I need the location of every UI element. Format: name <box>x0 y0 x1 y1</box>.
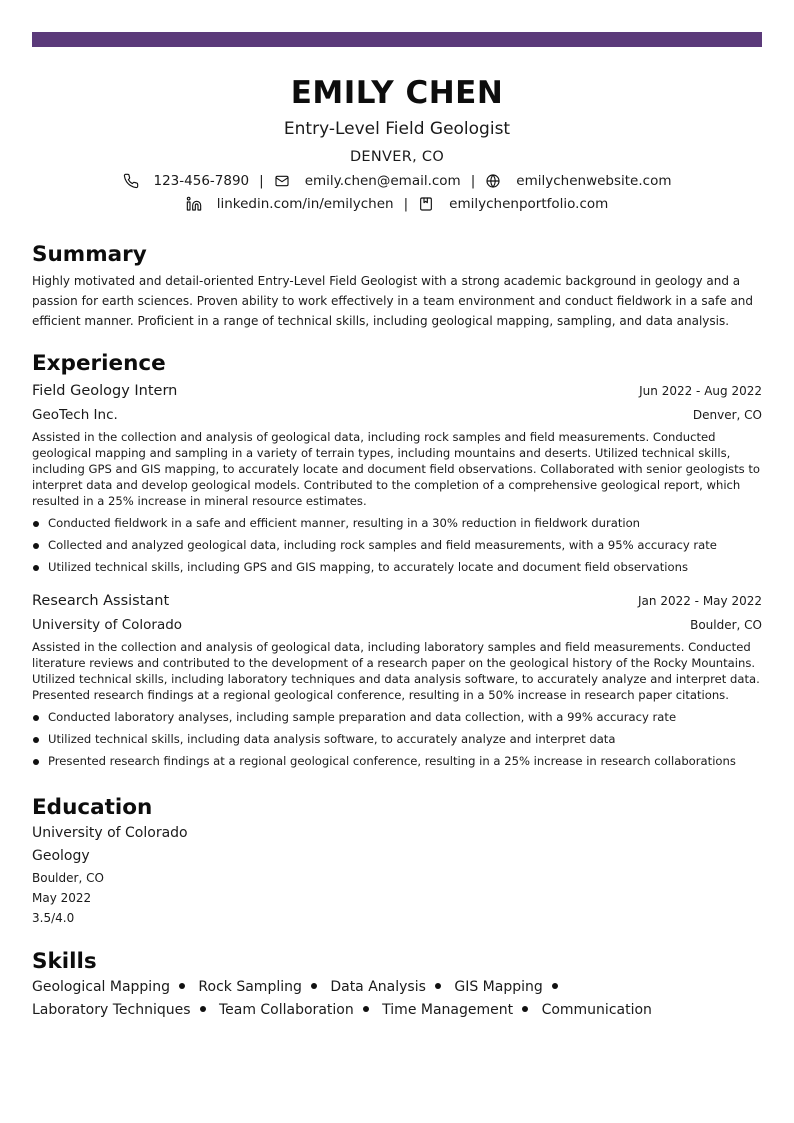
job-entry <box>32 381 762 578</box>
job-company: University of Colorado <box>32 617 183 633</box>
education-location: Boulder, CO <box>32 871 104 885</box>
job-bullet <box>32 556 762 578</box>
job-bullet-text: Conducted fieldwork in a safe and efficient manner, resulting in a 30% reduction in fieldwork duration <box>48 516 641 530</box>
globe-icon <box>485 173 501 189</box>
bullet-dot-icon <box>33 715 39 721</box>
job-bullet <box>32 728 762 750</box>
resume-page <box>32 32 762 1022</box>
job-bullet <box>32 750 762 772</box>
education-gpa: 3.5/4.0 <box>32 911 75 925</box>
skill-separator-icon <box>311 983 317 989</box>
education-heading: Education <box>32 795 153 820</box>
skill-label: GIS Mapping <box>454 979 543 995</box>
skill-label: Team Collaboration <box>218 1002 354 1018</box>
job-description: Assisted in the collection and analysis of geological data, including laboratory samples and field measurements. Conducted literature reviews and contributed to the development of a research paper on the geological history of the Rocky Mountains. Utilized technical skills, including laboratory techniques and data analysis software, to accurately analyze and interpret data. Presented research findings at a regional geological conference, resulting in a 50% increase in research paper citations. <box>32 640 760 702</box>
skill-label: Geological Mapping <box>32 979 170 995</box>
bullet-dot-icon <box>33 737 39 743</box>
bullet-dot-icon <box>33 565 39 571</box>
education-section <box>32 795 762 928</box>
job-bullet-text: Presented research findings at a regional geological conference, resulting in a 25% increase in research collaborations <box>48 754 736 768</box>
job-bullet <box>32 512 762 534</box>
contact-phone-text: 123-456-7890 <box>153 172 250 189</box>
job-location: Denver, CO <box>692 408 762 422</box>
job-title: Field Geology Intern <box>32 383 178 399</box>
mail-icon <box>274 173 290 189</box>
contact-website-text: emilychenwebsite.com <box>516 172 672 189</box>
job-bullet-text: Collected and analyzed geological data, including rock samples and field measurements, with a 95% accuracy rate <box>48 538 717 552</box>
contact-row-secondary <box>32 192 762 215</box>
portfolio-icon <box>418 196 434 212</box>
job-entry <box>32 591 762 772</box>
experience-heading: Experience <box>32 351 166 376</box>
job-dates: Jun 2022 - Aug 2022 <box>639 384 762 398</box>
education-date: May 2022 <box>32 891 92 905</box>
job-description: Assisted in the collection and analysis of geological data, including rock samples and field measurements. Conducted geological mapping and sampling in a variety of terrain types, including mountains and deserts. Utilized technical skills, including GPS and GIS mapping, to accurately locate and document field observations. Collaborated with senior geologists to interpret data and develop geological models. Contributed to the completion of a comprehensive geological report, which resulted in a 25% increase in mineral resource estimates. <box>32 430 761 508</box>
skill-item <box>454 979 566 995</box>
bullet-dot-icon <box>33 543 39 549</box>
contact-email-text: emily.chen@email.com <box>304 172 461 189</box>
skill-item <box>542 1002 652 1018</box>
skill-separator-icon <box>435 983 441 989</box>
contact-linkedin-text: linkedin.com/in/emilychen <box>216 195 394 212</box>
phone-icon <box>123 173 139 189</box>
candidate-title: Entry-Level Field Geologist <box>283 119 511 139</box>
contact-row-primary <box>32 169 762 192</box>
skill-item <box>382 1002 537 1018</box>
skill-item <box>32 1002 215 1018</box>
summary-text: Highly motivated and detail-oriented Entry-Level Field Geologist with a strong academic background in geology and a passion for earth sciences. Proven ability to work effectively in a team environment and conduct fieldwork in a safe and efficient manner. Proficient in a range of technical skills, including geological mapping, sampling, and data analysis. <box>32 274 754 328</box>
skill-separator-icon <box>363 1006 369 1012</box>
job-bullet <box>32 706 762 728</box>
skill-separator-icon <box>552 983 558 989</box>
job-bullet <box>32 534 762 556</box>
job-company: GeoTech Inc. <box>32 407 118 423</box>
contact-portfolio[interactable] <box>418 193 608 215</box>
candidate-location: DENVER, CO <box>349 149 445 165</box>
job-bullets <box>32 706 762 772</box>
contact-portfolio-text: emilychenportfolio.com <box>449 195 609 212</box>
education-school: University of Colorado <box>32 825 188 841</box>
skill-item <box>32 979 194 995</box>
linkedin-icon <box>186 196 202 212</box>
job-location: Boulder, CO <box>690 618 762 632</box>
candidate-name: EMILY CHEN <box>290 75 504 111</box>
contact-separator: | <box>470 172 476 189</box>
skill-label: Time Management <box>382 1002 514 1018</box>
job-bullet-text: Conducted laboratory analyses, including sample preparation and data collection, with a 99% accuracy rate <box>48 710 677 724</box>
job-bullets <box>32 512 762 578</box>
job-title: Research Assistant <box>32 593 170 609</box>
skill-label: Data Analysis <box>330 979 426 995</box>
bullet-dot-icon <box>33 759 39 765</box>
resume-header <box>32 74 762 215</box>
skill-item <box>219 1002 378 1018</box>
skill-item <box>198 979 325 995</box>
skills-section <box>32 949 762 1022</box>
contact-phone[interactable] <box>123 170 250 192</box>
experience-section <box>32 351 762 772</box>
job-bullet-text: Utilized technical skills, including data analysis software, to accurately analyze and interpret data <box>48 732 616 746</box>
skills-heading: Skills <box>32 949 97 974</box>
contact-separator: | <box>259 172 264 189</box>
skill-separator-icon <box>200 1006 206 1012</box>
contact-website[interactable] <box>485 170 671 192</box>
skills-list <box>32 976 712 1022</box>
skill-item <box>330 979 450 995</box>
job-bullet-text: Utilized technical skills, including GPS and GIS mapping, to accurately locate and document field observations <box>48 560 688 574</box>
education-degree: Geology <box>32 848 90 864</box>
skill-separator-icon <box>179 983 185 989</box>
contact-linkedin[interactable] <box>186 193 394 215</box>
skill-label: Rock Sampling <box>198 979 302 995</box>
skill-separator-icon <box>522 1006 528 1012</box>
bullet-dot-icon <box>33 521 39 527</box>
accent-bar <box>32 32 762 47</box>
contact-email[interactable] <box>274 170 461 192</box>
skill-label: Laboratory Techniques <box>32 1002 191 1018</box>
summary-section <box>32 242 762 331</box>
contact-separator: | <box>403 195 409 212</box>
summary-heading: Summary <box>32 242 147 267</box>
skill-label: Communication <box>541 1002 652 1018</box>
job-dates: Jan 2022 - May 2022 <box>638 594 762 608</box>
